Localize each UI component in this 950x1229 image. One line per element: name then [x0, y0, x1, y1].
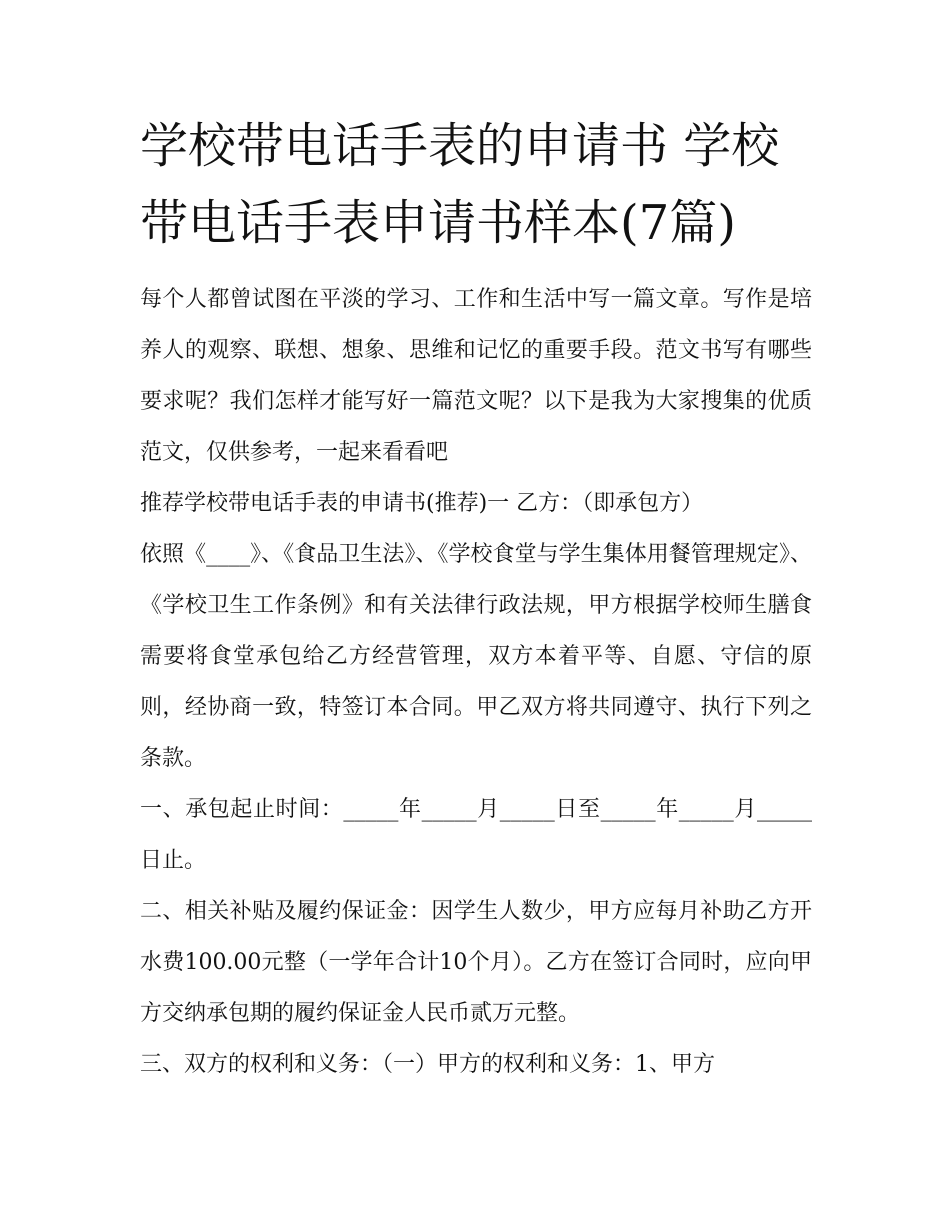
document-title: 学校带电话手表的申请书 学校带电话手表申请书样本(7篇)	[140, 118, 780, 251]
section-heading-paragraph: 推荐学校带电话手表的申请书(推荐)一 乙方：（即承包方）	[140, 491, 704, 516]
basis-paragraph: 依照《____》、《食品卫生法》、《学校食堂与学生集体用餐管理规定》、《学校卫生工作条例》和有关法律行政法规，甲方根据学校师生膳食需要将食堂承包给乙方经营管理，双方本着平等、自愿、守信的原则，经协商一致，特签订本合同。甲乙双方将共同遵守、执行下列之条款。	[140, 542, 812, 771]
intro-paragraph: 每个人都曾试图在平淡的学习、工作和生活中写一篇文章。写作是培养人的观察、联想、想象、思维和记忆的重要手段。范文书写有哪些要求呢？我们怎样才能写好一篇范文呢？以下是我为大家搜集的优质范文，仅供参考，一起来看看吧	[140, 287, 812, 465]
subsidy-paragraph: 二、相关补贴及履约保证金：因学生人数少，甲方应每月补助乙方开水费100.00元整（一学年合计10个月）。乙方在签订合同时，应向甲方交纳承包期的履约保证金人民币贰万元整。	[140, 899, 812, 1026]
document-page	[140, 108, 812, 1090]
term-paragraph: 一、承包起止时间：_____年_____月_____日至_____年_____月_____日止。	[140, 797, 812, 873]
rights-paragraph: 三、双方的权利和义务：（一）甲方的权利和义务：1、甲方	[140, 1052, 715, 1077]
